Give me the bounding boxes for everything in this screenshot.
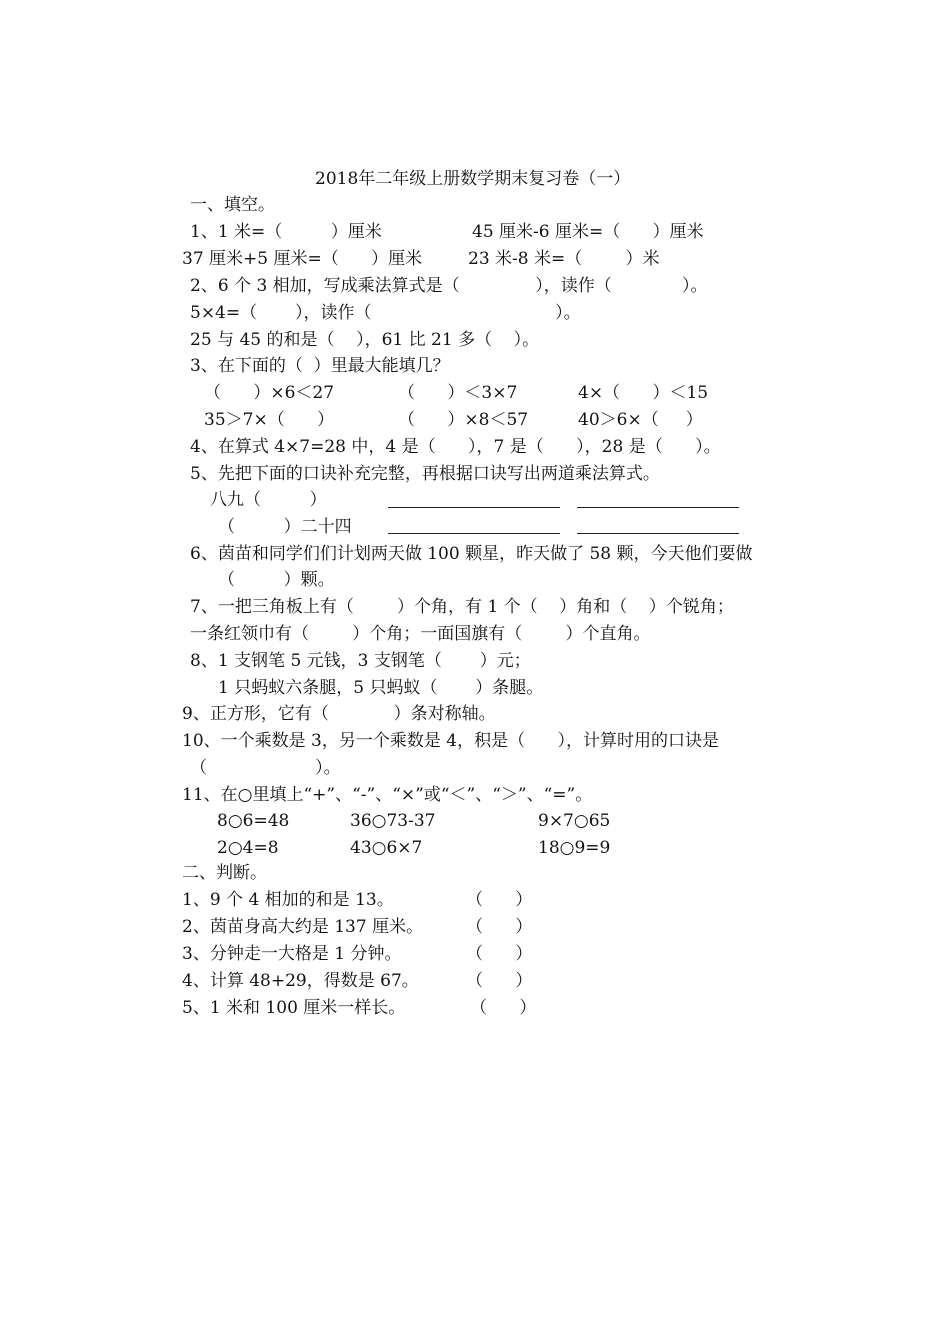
q11-row2-a: 2○4=8 (217, 838, 279, 858)
judge-bracket-3: （ ） (466, 944, 533, 964)
q3-row2-a: 35＞7×（ ） (204, 410, 335, 430)
judge-item-4: 4、计算 48+29，得数是 67。 (182, 971, 419, 991)
q5-answer-line-1 (388, 507, 560, 508)
q8-line-a: 8、1 支钢笔 5 元钱，3 支钢笔（ ）元； (190, 651, 531, 671)
q2-line-c: 25 与 45 的和是（ ），61 比 21 多（ ）。 (190, 330, 540, 350)
q11-row1-b: 36○73-37 (350, 811, 436, 831)
judge-bracket-5: （ ） (470, 998, 537, 1018)
q10-line-a: 10、一个乘数是 3，另一个乘数是 4，积是（ ），计算时用的口诀是 (182, 731, 719, 751)
q5-verse-b: （ ）二十四 (218, 517, 352, 537)
judge-item-1: 1、9 个 4 相加的和是 13。 (182, 890, 394, 910)
q5-answer-line-3 (388, 533, 560, 534)
q3-row1-a: （ ）×6＜27 (204, 383, 335, 403)
q11-row2-b: 43○6×7 (350, 838, 423, 858)
q1-line-a: 1、1 米=（ ）厘米 (190, 222, 382, 242)
q7-line-b: 一条红领巾有（ ）个角；一面国旗有（ ）个直角。 (190, 624, 651, 644)
q4-line: 4、在算式 4×7=28 中，4 是（ ），7 是（ ），28 是（ ）。 (190, 437, 721, 457)
page-title: 2018年二年级上册数学期末复习卷（一） (315, 169, 631, 189)
judge-bracket-2: （ ） (466, 917, 533, 937)
q5-answer-line-4 (577, 533, 739, 534)
q1-line-b: 45 厘米-6 厘米=（ ）厘米 (472, 222, 704, 242)
q6-line-a: 6、茵苗和同学们们计划两天做 100 颗星，昨天做了 58 颗，今天他们要做 (190, 544, 753, 564)
q7-line-a: 7、一把三角板上有（ ）个角，有 1 个（ ）角和（ ）个锐角； (190, 597, 734, 617)
q8-line-b: 1 只蚂蚁六条腿，5 只蚂蚁（ ）条腿。 (218, 678, 544, 698)
q2-line-a: 2、6 个 3 相加，写成乘法算式是（ ），读作（ ）。 (190, 276, 708, 296)
q10-line-b: （ ）。 (190, 758, 341, 778)
q3-row1-b: （ ）＜3×7 (398, 383, 518, 403)
q11-row1-c: 9×7○65 (538, 811, 611, 831)
judge-bracket-1: （ ） (466, 890, 533, 910)
judge-item-2: 2、茵苗身高大约是 137 厘米。 (182, 917, 424, 937)
q1-line-c: 37 厘米+5 厘米=（ ）厘米 (182, 249, 423, 269)
q3-row2-c: 40＞6×（ ） (578, 410, 703, 430)
q11-row1-a: 8○6=48 (217, 811, 290, 831)
q3-row1-c: 4×（ ）＜15 (578, 383, 709, 403)
section-heading-fill-blank: 一、填空。 (190, 195, 275, 215)
q5-text: 5、先把下面的口诀补充完整，再根据口诀写出两道乘法算式。 (190, 464, 660, 484)
q3-row2-b: （ ）×8＜57 (398, 410, 529, 430)
section-heading-judge: 二、判断。 (182, 863, 267, 883)
judge-bracket-4: （ ） (466, 971, 533, 991)
judge-item-3: 3、分钟走一大格是 1 分钟。 (182, 944, 402, 964)
q6-line-b: （ ）颗。 (218, 570, 335, 590)
q5-answer-line-2 (577, 507, 739, 508)
q5-verse-a: 八九（ ） (210, 490, 327, 510)
q2-line-b: 5×4=（ ），读作（ ）。 (190, 303, 581, 323)
q11-text: 11、在○里填上“+”、“-”、“×”或“＜”、“＞”、“=”。 (182, 785, 593, 805)
q11-row2-c: 18○9=9 (538, 838, 611, 858)
judge-item-5: 5、1 米和 100 厘米一样长。 (182, 998, 406, 1018)
q9-line: 9、正方形，它有（ ）条对称轴。 (182, 704, 496, 724)
q1-line-d: 23 米-8 米=（ ）米 (468, 249, 660, 269)
q3-text: 3、在下面的（ ）里最大能填几？ (190, 356, 450, 376)
